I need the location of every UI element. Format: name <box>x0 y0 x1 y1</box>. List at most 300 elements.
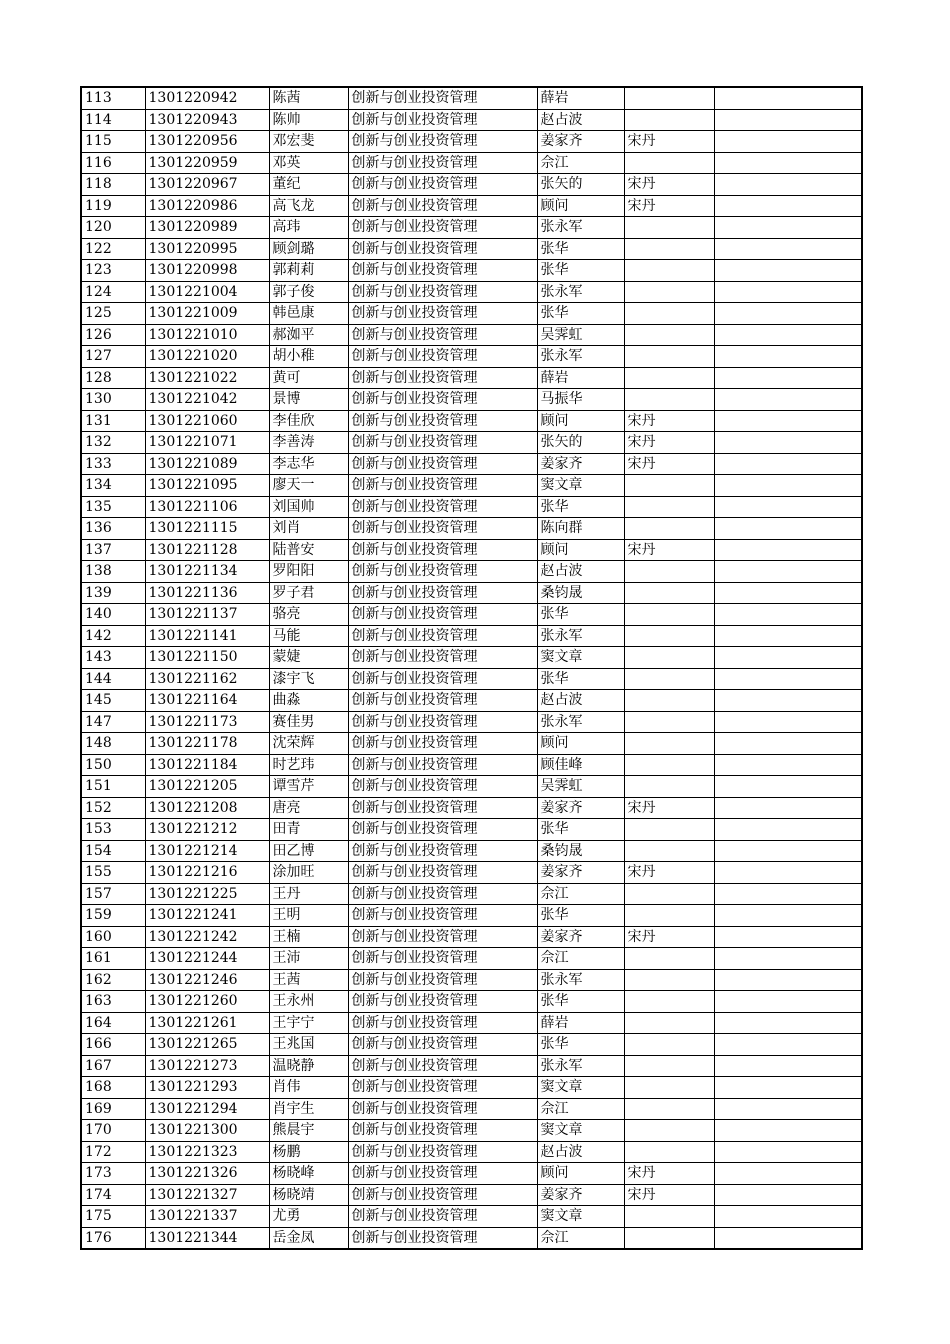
program-cell: 创新与创业投资管理 <box>348 647 537 669</box>
advisor-cell: 姜家齐 <box>537 862 624 884</box>
advisor-cell: 姜家齐 <box>537 797 624 819</box>
row-number-cell: 140 <box>81 604 145 626</box>
student-name-cell: 李善涛 <box>269 432 348 454</box>
advisor-cell: 张华 <box>537 260 624 282</box>
student-name-cell: 马能 <box>269 625 348 647</box>
row-number-cell: 154 <box>81 840 145 862</box>
co-advisor-cell: 宋丹 <box>624 432 714 454</box>
student-name-cell: 韩邑康 <box>269 303 348 325</box>
advisor-cell: 张华 <box>537 905 624 927</box>
program-cell: 创新与创业投资管理 <box>348 1077 537 1099</box>
student-id-cell: 1301221009 <box>145 303 269 325</box>
program-cell: 创新与创业投资管理 <box>348 518 537 540</box>
student-id-cell: 1301221344 <box>145 1227 269 1249</box>
student-name-cell: 谭雪芹 <box>269 776 348 798</box>
advisor-cell: 姜家齐 <box>537 131 624 153</box>
table-row <box>81 260 862 282</box>
program-cell: 创新与创业投资管理 <box>348 496 537 518</box>
program-cell: 创新与创业投资管理 <box>348 453 537 475</box>
student-id-cell: 1301221004 <box>145 281 269 303</box>
advisor-cell: 窦文章 <box>537 1206 624 1228</box>
table-row <box>81 754 862 776</box>
advisor-cell: 窦文章 <box>537 647 624 669</box>
co-advisor-cell: 宋丹 <box>624 453 714 475</box>
student-id-cell: 1301221300 <box>145 1120 269 1142</box>
table-row <box>81 174 862 196</box>
row-number-cell: 169 <box>81 1098 145 1120</box>
remark-cell <box>714 496 862 518</box>
advisor-cell: 张华 <box>537 1034 624 1056</box>
remark-cell <box>714 1184 862 1206</box>
row-number-cell: 148 <box>81 733 145 755</box>
table-row <box>81 840 862 862</box>
table-row <box>81 1055 862 1077</box>
student-id-cell: 1301221115 <box>145 518 269 540</box>
co-advisor-cell <box>624 303 714 325</box>
program-cell: 创新与创业投资管理 <box>348 1055 537 1077</box>
remark-cell <box>714 260 862 282</box>
student-name-cell: 陈帅 <box>269 109 348 131</box>
table-row <box>81 453 862 475</box>
program-cell: 创新与创业投资管理 <box>348 690 537 712</box>
program-cell: 创新与创业投资管理 <box>348 238 537 260</box>
table-row <box>81 625 862 647</box>
student-id-cell: 1301221261 <box>145 1012 269 1034</box>
table-row <box>81 389 862 411</box>
row-number-cell: 137 <box>81 539 145 561</box>
student-id-cell: 1301221042 <box>145 389 269 411</box>
advisor-cell: 姜家齐 <box>537 453 624 475</box>
remark-cell <box>714 539 862 561</box>
student-id-cell: 1301220995 <box>145 238 269 260</box>
row-number-cell: 142 <box>81 625 145 647</box>
co-advisor-cell <box>624 1012 714 1034</box>
row-number-cell: 133 <box>81 453 145 475</box>
remark-cell <box>714 754 862 776</box>
advisor-cell: 张华 <box>537 604 624 626</box>
program-cell: 创新与创业投资管理 <box>348 948 537 970</box>
student-id-cell: 1301220998 <box>145 260 269 282</box>
remark-cell <box>714 711 862 733</box>
student-id-cell: 1301221089 <box>145 453 269 475</box>
table-row <box>81 690 862 712</box>
student-id-cell: 1301221128 <box>145 539 269 561</box>
student-name-cell: 温晓静 <box>269 1055 348 1077</box>
co-advisor-cell <box>624 518 714 540</box>
student-id-cell: 1301221022 <box>145 367 269 389</box>
co-advisor-cell <box>624 733 714 755</box>
student-id-cell: 1301221273 <box>145 1055 269 1077</box>
remark-cell <box>714 518 862 540</box>
co-advisor-cell <box>624 776 714 798</box>
student-name-cell: 王永州 <box>269 991 348 1013</box>
student-id-cell: 1301221337 <box>145 1206 269 1228</box>
student-name-cell: 刘国帅 <box>269 496 348 518</box>
row-number-cell: 163 <box>81 991 145 1013</box>
student-name-cell: 杨鹏 <box>269 1141 348 1163</box>
co-advisor-cell: 宋丹 <box>624 1184 714 1206</box>
student-id-cell: 1301220942 <box>145 87 269 109</box>
remark-cell <box>714 410 862 432</box>
program-cell: 创新与创业投资管理 <box>348 539 537 561</box>
program-cell: 创新与创业投资管理 <box>348 862 537 884</box>
table-row <box>81 496 862 518</box>
table-row <box>81 926 862 948</box>
advisor-cell: 姜家齐 <box>537 926 624 948</box>
student-name-cell: 肖宇生 <box>269 1098 348 1120</box>
advisor-cell: 陈向群 <box>537 518 624 540</box>
row-number-cell: 174 <box>81 1184 145 1206</box>
program-cell: 创新与创业投资管理 <box>348 1012 537 1034</box>
advisor-cell: 薛岩 <box>537 87 624 109</box>
remark-cell <box>714 346 862 368</box>
table-row <box>81 604 862 626</box>
advisor-cell: 顾问 <box>537 410 624 432</box>
table-row <box>81 217 862 239</box>
program-cell: 创新与创业投资管理 <box>348 668 537 690</box>
remark-cell <box>714 367 862 389</box>
advisor-cell: 吴霁虹 <box>537 776 624 798</box>
student-name-cell: 胡小稚 <box>269 346 348 368</box>
remark-cell <box>714 883 862 905</box>
co-advisor-cell <box>624 109 714 131</box>
remark-cell <box>714 238 862 260</box>
co-advisor-cell <box>624 647 714 669</box>
row-number-cell: 144 <box>81 668 145 690</box>
student-id-cell: 1301221184 <box>145 754 269 776</box>
program-cell: 创新与创业投资管理 <box>348 1206 537 1228</box>
table-row <box>81 539 862 561</box>
remark-cell <box>714 647 862 669</box>
row-number-cell: 134 <box>81 475 145 497</box>
table-row <box>81 991 862 1013</box>
remark-cell <box>714 604 862 626</box>
program-cell: 创新与创业投资管理 <box>348 475 537 497</box>
program-cell: 创新与创业投资管理 <box>348 561 537 583</box>
co-advisor-cell <box>624 991 714 1013</box>
program-cell: 创新与创业投资管理 <box>348 410 537 432</box>
row-number-cell: 126 <box>81 324 145 346</box>
program-cell: 创新与创业投资管理 <box>348 969 537 991</box>
advisor-cell: 薛岩 <box>537 1012 624 1034</box>
advisor-cell: 窦文章 <box>537 475 624 497</box>
advisor-cell: 顾佳峰 <box>537 754 624 776</box>
program-cell: 创新与创业投资管理 <box>348 1034 537 1056</box>
row-number-cell: 176 <box>81 1227 145 1249</box>
table-row <box>81 948 862 970</box>
advisor-cell: 姜家齐 <box>537 1184 624 1206</box>
row-number-cell: 132 <box>81 432 145 454</box>
program-cell: 创新与创业投资管理 <box>348 1098 537 1120</box>
student-id-cell: 1301221214 <box>145 840 269 862</box>
program-cell: 创新与创业投资管理 <box>348 991 537 1013</box>
table-row <box>81 475 862 497</box>
remark-cell <box>714 926 862 948</box>
table-row <box>81 432 862 454</box>
student-name-cell: 廖天一 <box>269 475 348 497</box>
table-row <box>81 303 862 325</box>
remark-cell <box>714 475 862 497</box>
co-advisor-cell <box>624 1206 714 1228</box>
student-name-cell: 王宇宁 <box>269 1012 348 1034</box>
table-row <box>81 109 862 131</box>
row-number-cell: 175 <box>81 1206 145 1228</box>
advisor-cell: 吴霁虹 <box>537 324 624 346</box>
student-advisor-table <box>80 86 863 1250</box>
remark-cell <box>714 389 862 411</box>
student-id-cell: 1301221260 <box>145 991 269 1013</box>
table-body <box>81 87 862 1249</box>
program-cell: 创新与创业投资管理 <box>348 389 537 411</box>
remark-cell <box>714 625 862 647</box>
advisor-cell: 桑钧晟 <box>537 582 624 604</box>
student-id-cell: 1301221225 <box>145 883 269 905</box>
student-id-cell: 1301221020 <box>145 346 269 368</box>
table-row <box>81 152 862 174</box>
program-cell: 创新与创业投资管理 <box>348 776 537 798</box>
student-id-cell: 1301221293 <box>145 1077 269 1099</box>
co-advisor-cell: 宋丹 <box>624 174 714 196</box>
remark-cell <box>714 1098 862 1120</box>
row-number-cell: 150 <box>81 754 145 776</box>
student-id-cell: 1301220956 <box>145 131 269 153</box>
program-cell: 创新与创业投资管理 <box>348 432 537 454</box>
program-cell: 创新与创业投资管理 <box>348 625 537 647</box>
row-number-cell: 152 <box>81 797 145 819</box>
remark-cell <box>714 991 862 1013</box>
co-advisor-cell: 宋丹 <box>624 195 714 217</box>
remark-cell <box>714 905 862 927</box>
student-name-cell: 郭莉莉 <box>269 260 348 282</box>
student-name-cell: 陆普安 <box>269 539 348 561</box>
student-id-cell: 1301220989 <box>145 217 269 239</box>
co-advisor-cell <box>624 1034 714 1056</box>
advisor-cell: 佘江 <box>537 1227 624 1249</box>
student-id-cell: 1301221134 <box>145 561 269 583</box>
advisor-cell: 张华 <box>537 991 624 1013</box>
student-name-cell: 郝洳平 <box>269 324 348 346</box>
row-number-cell: 118 <box>81 174 145 196</box>
program-cell: 创新与创业投资管理 <box>348 1163 537 1185</box>
table-row <box>81 561 862 583</box>
co-advisor-cell <box>624 1227 714 1249</box>
row-number-cell: 151 <box>81 776 145 798</box>
row-number-cell: 130 <box>81 389 145 411</box>
program-cell: 创新与创业投资管理 <box>348 711 537 733</box>
student-id-cell: 1301221327 <box>145 1184 269 1206</box>
program-cell: 创新与创业投资管理 <box>348 324 537 346</box>
student-name-cell: 涂加旺 <box>269 862 348 884</box>
remark-cell <box>714 1077 862 1099</box>
table-row <box>81 1227 862 1249</box>
table-row <box>81 238 862 260</box>
student-id-cell: 1301221162 <box>145 668 269 690</box>
student-name-cell: 田乙博 <box>269 840 348 862</box>
program-cell: 创新与创业投资管理 <box>348 109 537 131</box>
advisor-cell: 顾问 <box>537 733 624 755</box>
row-number-cell: 172 <box>81 1141 145 1163</box>
row-number-cell: 155 <box>81 862 145 884</box>
student-name-cell: 曲淼 <box>269 690 348 712</box>
program-cell: 创新与创业投资管理 <box>348 1227 537 1249</box>
student-id-cell: 1301221106 <box>145 496 269 518</box>
remark-cell <box>714 453 862 475</box>
student-name-cell: 李佳欣 <box>269 410 348 432</box>
co-advisor-cell: 宋丹 <box>624 539 714 561</box>
program-cell: 创新与创业投资管理 <box>348 281 537 303</box>
program-cell: 创新与创业投资管理 <box>348 152 537 174</box>
co-advisor-cell <box>624 819 714 841</box>
student-id-cell: 1301221242 <box>145 926 269 948</box>
advisor-cell: 张永军 <box>537 711 624 733</box>
remark-cell <box>714 1120 862 1142</box>
student-name-cell: 李志华 <box>269 453 348 475</box>
student-name-cell: 尤勇 <box>269 1206 348 1228</box>
student-name-cell: 漆宇飞 <box>269 668 348 690</box>
row-number-cell: 147 <box>81 711 145 733</box>
student-id-cell: 1301221095 <box>145 475 269 497</box>
program-cell: 创新与创业投资管理 <box>348 260 537 282</box>
student-name-cell: 王丹 <box>269 883 348 905</box>
co-advisor-cell <box>624 690 714 712</box>
row-number-cell: 138 <box>81 561 145 583</box>
advisor-cell: 马振华 <box>537 389 624 411</box>
program-cell: 创新与创业投资管理 <box>348 87 537 109</box>
table-row <box>81 367 862 389</box>
table-row <box>81 711 862 733</box>
advisor-cell: 薛岩 <box>537 367 624 389</box>
student-id-cell: 1301221265 <box>145 1034 269 1056</box>
co-advisor-cell <box>624 260 714 282</box>
remark-cell <box>714 217 862 239</box>
advisor-cell: 窦文章 <box>537 1120 624 1142</box>
co-advisor-cell <box>624 346 714 368</box>
table-row <box>81 410 862 432</box>
co-advisor-cell <box>624 948 714 970</box>
co-advisor-cell <box>624 1141 714 1163</box>
co-advisor-cell <box>624 1120 714 1142</box>
student-id-cell: 1301221060 <box>145 410 269 432</box>
row-number-cell: 166 <box>81 1034 145 1056</box>
co-advisor-cell: 宋丹 <box>624 926 714 948</box>
co-advisor-cell <box>624 389 714 411</box>
co-advisor-cell <box>624 711 714 733</box>
remark-cell <box>714 733 862 755</box>
row-number-cell: 143 <box>81 647 145 669</box>
student-name-cell: 罗阳阳 <box>269 561 348 583</box>
program-cell: 创新与创业投资管理 <box>348 174 537 196</box>
student-id-cell: 1301221216 <box>145 862 269 884</box>
student-id-cell: 1301221205 <box>145 776 269 798</box>
program-cell: 创新与创业投资管理 <box>348 217 537 239</box>
remark-cell <box>714 561 862 583</box>
student-id-cell: 1301221164 <box>145 690 269 712</box>
remark-cell <box>714 131 862 153</box>
student-id-cell: 1301221208 <box>145 797 269 819</box>
table-row <box>81 1163 862 1185</box>
advisor-cell: 赵占波 <box>537 1141 624 1163</box>
student-name-cell: 王兆国 <box>269 1034 348 1056</box>
student-name-cell: 邓宏斐 <box>269 131 348 153</box>
program-cell: 创新与创业投资管理 <box>348 195 537 217</box>
table-row <box>81 1012 862 1034</box>
co-advisor-cell <box>624 754 714 776</box>
table-row <box>81 1098 862 1120</box>
row-number-cell: 168 <box>81 1077 145 1099</box>
student-name-cell: 高玮 <box>269 217 348 239</box>
table-row <box>81 1184 862 1206</box>
program-cell: 创新与创业投资管理 <box>348 582 537 604</box>
advisor-cell: 张永军 <box>537 1055 624 1077</box>
remark-cell <box>714 303 862 325</box>
student-name-cell: 时艺玮 <box>269 754 348 776</box>
table-row <box>81 668 862 690</box>
row-number-cell: 139 <box>81 582 145 604</box>
remark-cell <box>714 797 862 819</box>
table-row <box>81 582 862 604</box>
student-id-cell: 1301221212 <box>145 819 269 841</box>
table-row <box>81 819 862 841</box>
advisor-cell: 佘江 <box>537 1098 624 1120</box>
student-name-cell: 刘肖 <box>269 518 348 540</box>
row-number-cell: 113 <box>81 87 145 109</box>
advisor-cell: 张华 <box>537 819 624 841</box>
table-row <box>81 346 862 368</box>
student-id-cell: 1301220943 <box>145 109 269 131</box>
student-name-cell: 赛佳男 <box>269 711 348 733</box>
student-name-cell: 骆亮 <box>269 604 348 626</box>
advisor-cell: 佘江 <box>537 948 624 970</box>
student-id-cell: 1301221137 <box>145 604 269 626</box>
table-row <box>81 733 862 755</box>
co-advisor-cell <box>624 1098 714 1120</box>
student-name-cell: 唐亮 <box>269 797 348 819</box>
table-row <box>81 1141 862 1163</box>
student-id-cell: 1301220986 <box>145 195 269 217</box>
table-row <box>81 797 862 819</box>
row-number-cell: 125 <box>81 303 145 325</box>
table-row <box>81 281 862 303</box>
program-cell: 创新与创业投资管理 <box>348 604 537 626</box>
student-name-cell: 罗子君 <box>269 582 348 604</box>
row-number-cell: 164 <box>81 1012 145 1034</box>
student-name-cell: 王明 <box>269 905 348 927</box>
row-number-cell: 157 <box>81 883 145 905</box>
program-cell: 创新与创业投资管理 <box>348 346 537 368</box>
co-advisor-cell <box>624 324 714 346</box>
table-row <box>81 324 862 346</box>
remark-cell <box>714 109 862 131</box>
co-advisor-cell <box>624 217 714 239</box>
remark-cell <box>714 1055 862 1077</box>
row-number-cell: 116 <box>81 152 145 174</box>
student-name-cell: 王沛 <box>269 948 348 970</box>
row-number-cell: 123 <box>81 260 145 282</box>
row-number-cell: 136 <box>81 518 145 540</box>
advisor-cell: 张永军 <box>537 217 624 239</box>
advisor-cell: 张永军 <box>537 969 624 991</box>
advisor-cell: 窦文章 <box>537 1077 624 1099</box>
table-row <box>81 883 862 905</box>
co-advisor-cell <box>624 1077 714 1099</box>
student-id-cell: 1301220959 <box>145 152 269 174</box>
remark-cell <box>714 174 862 196</box>
student-name-cell: 陈茜 <box>269 87 348 109</box>
advisor-cell: 顾问 <box>537 1163 624 1185</box>
table-row <box>81 776 862 798</box>
advisor-cell: 顾问 <box>537 195 624 217</box>
program-cell: 创新与创业投资管理 <box>348 926 537 948</box>
